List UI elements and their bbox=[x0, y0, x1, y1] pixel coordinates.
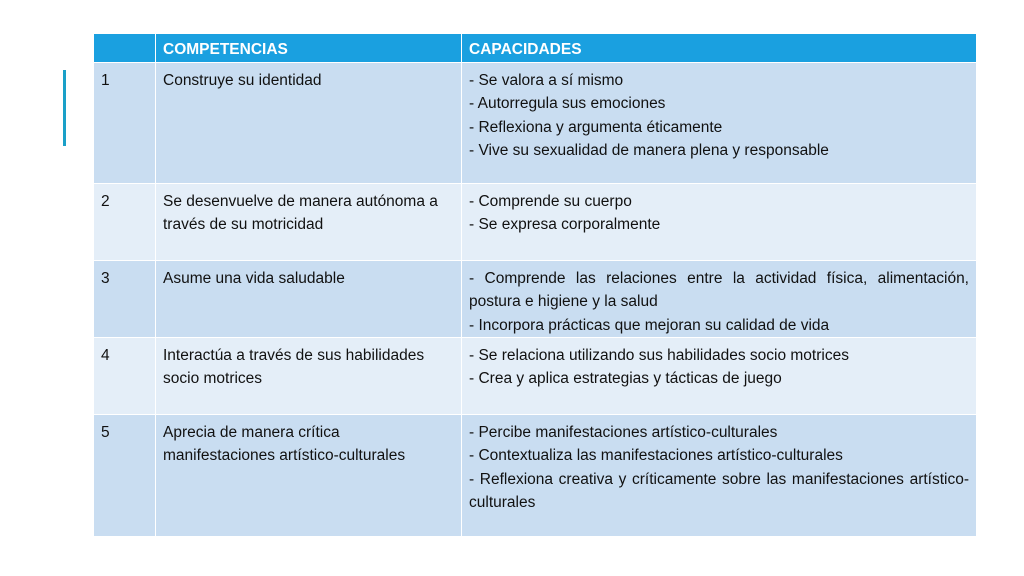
table-row bbox=[94, 63, 977, 184]
row-number: 2 bbox=[94, 184, 156, 261]
capacidad-line: - Reflexiona y argumenta éticamente bbox=[469, 118, 723, 136]
capacidad-line: - Se valora a sí mismo bbox=[469, 72, 624, 89]
table-row bbox=[94, 415, 977, 537]
capacidades-cell bbox=[462, 261, 977, 338]
capacidad-line: - Se relaciona utilizando sus habilidades socio motrices bbox=[469, 347, 849, 364]
capacidad-line: - Reflexiona creativa y críticamente sobre las manifestaciones artístico- culturales bbox=[469, 470, 969, 511]
capacidad-line: - Comprende las relaciones entre la actividad física, alimentación, postura e higiene y la salud bbox=[469, 270, 969, 311]
table-header-row bbox=[94, 34, 977, 63]
row-number: 3 bbox=[94, 261, 156, 338]
competencia-cell: Construye su identidad bbox=[156, 63, 462, 184]
row-number: 1 bbox=[94, 63, 156, 184]
row-number: 4 bbox=[94, 338, 156, 415]
capacidades-cell bbox=[462, 338, 977, 415]
competencia-cell: Aprecia de manera crítica manifestaciones artístico-culturales bbox=[156, 415, 462, 537]
row-number: 5 bbox=[94, 415, 156, 537]
capacidad-line: - Crea y aplica estrategias y tácticas de juego bbox=[469, 370, 782, 388]
capacidad-line: - Vive su sexualidad de manera plena y responsable bbox=[469, 141, 829, 159]
capacidad-line: - Autorregula sus emociones bbox=[469, 95, 666, 113]
slide-accent-bar bbox=[63, 70, 66, 146]
table-row bbox=[94, 338, 977, 415]
competencia-cell: Interactúa a través de sus habilidades socio motrices bbox=[156, 338, 462, 415]
competencia-cell: Se desenvuelve de manera autónoma a través de su motricidad bbox=[156, 184, 462, 261]
table-row bbox=[94, 261, 977, 338]
capacidad-line: - Se expresa corporalmente bbox=[469, 216, 661, 234]
capacidad-line: - Comprende su cuerpo bbox=[469, 193, 632, 210]
capacidades-cell bbox=[462, 63, 977, 184]
header-num bbox=[94, 34, 156, 63]
capacidad-line: - Contextualiza las manifestaciones artístico-culturales bbox=[469, 447, 843, 465]
competencias-table bbox=[93, 33, 977, 537]
capacidades-cell bbox=[462, 415, 977, 537]
capacidades-cell bbox=[462, 184, 977, 261]
competencia-cell: Asume una vida saludable bbox=[156, 261, 462, 338]
capacidad-line: - Percibe manifestaciones artístico-culturales bbox=[469, 424, 778, 441]
header-competencias: COMPETENCIAS bbox=[156, 34, 462, 63]
capacidad-line: - Incorpora prácticas que mejoran su calidad de vida bbox=[469, 316, 830, 334]
header-capacidades: CAPACIDADES bbox=[462, 34, 977, 63]
table-row bbox=[94, 184, 977, 261]
